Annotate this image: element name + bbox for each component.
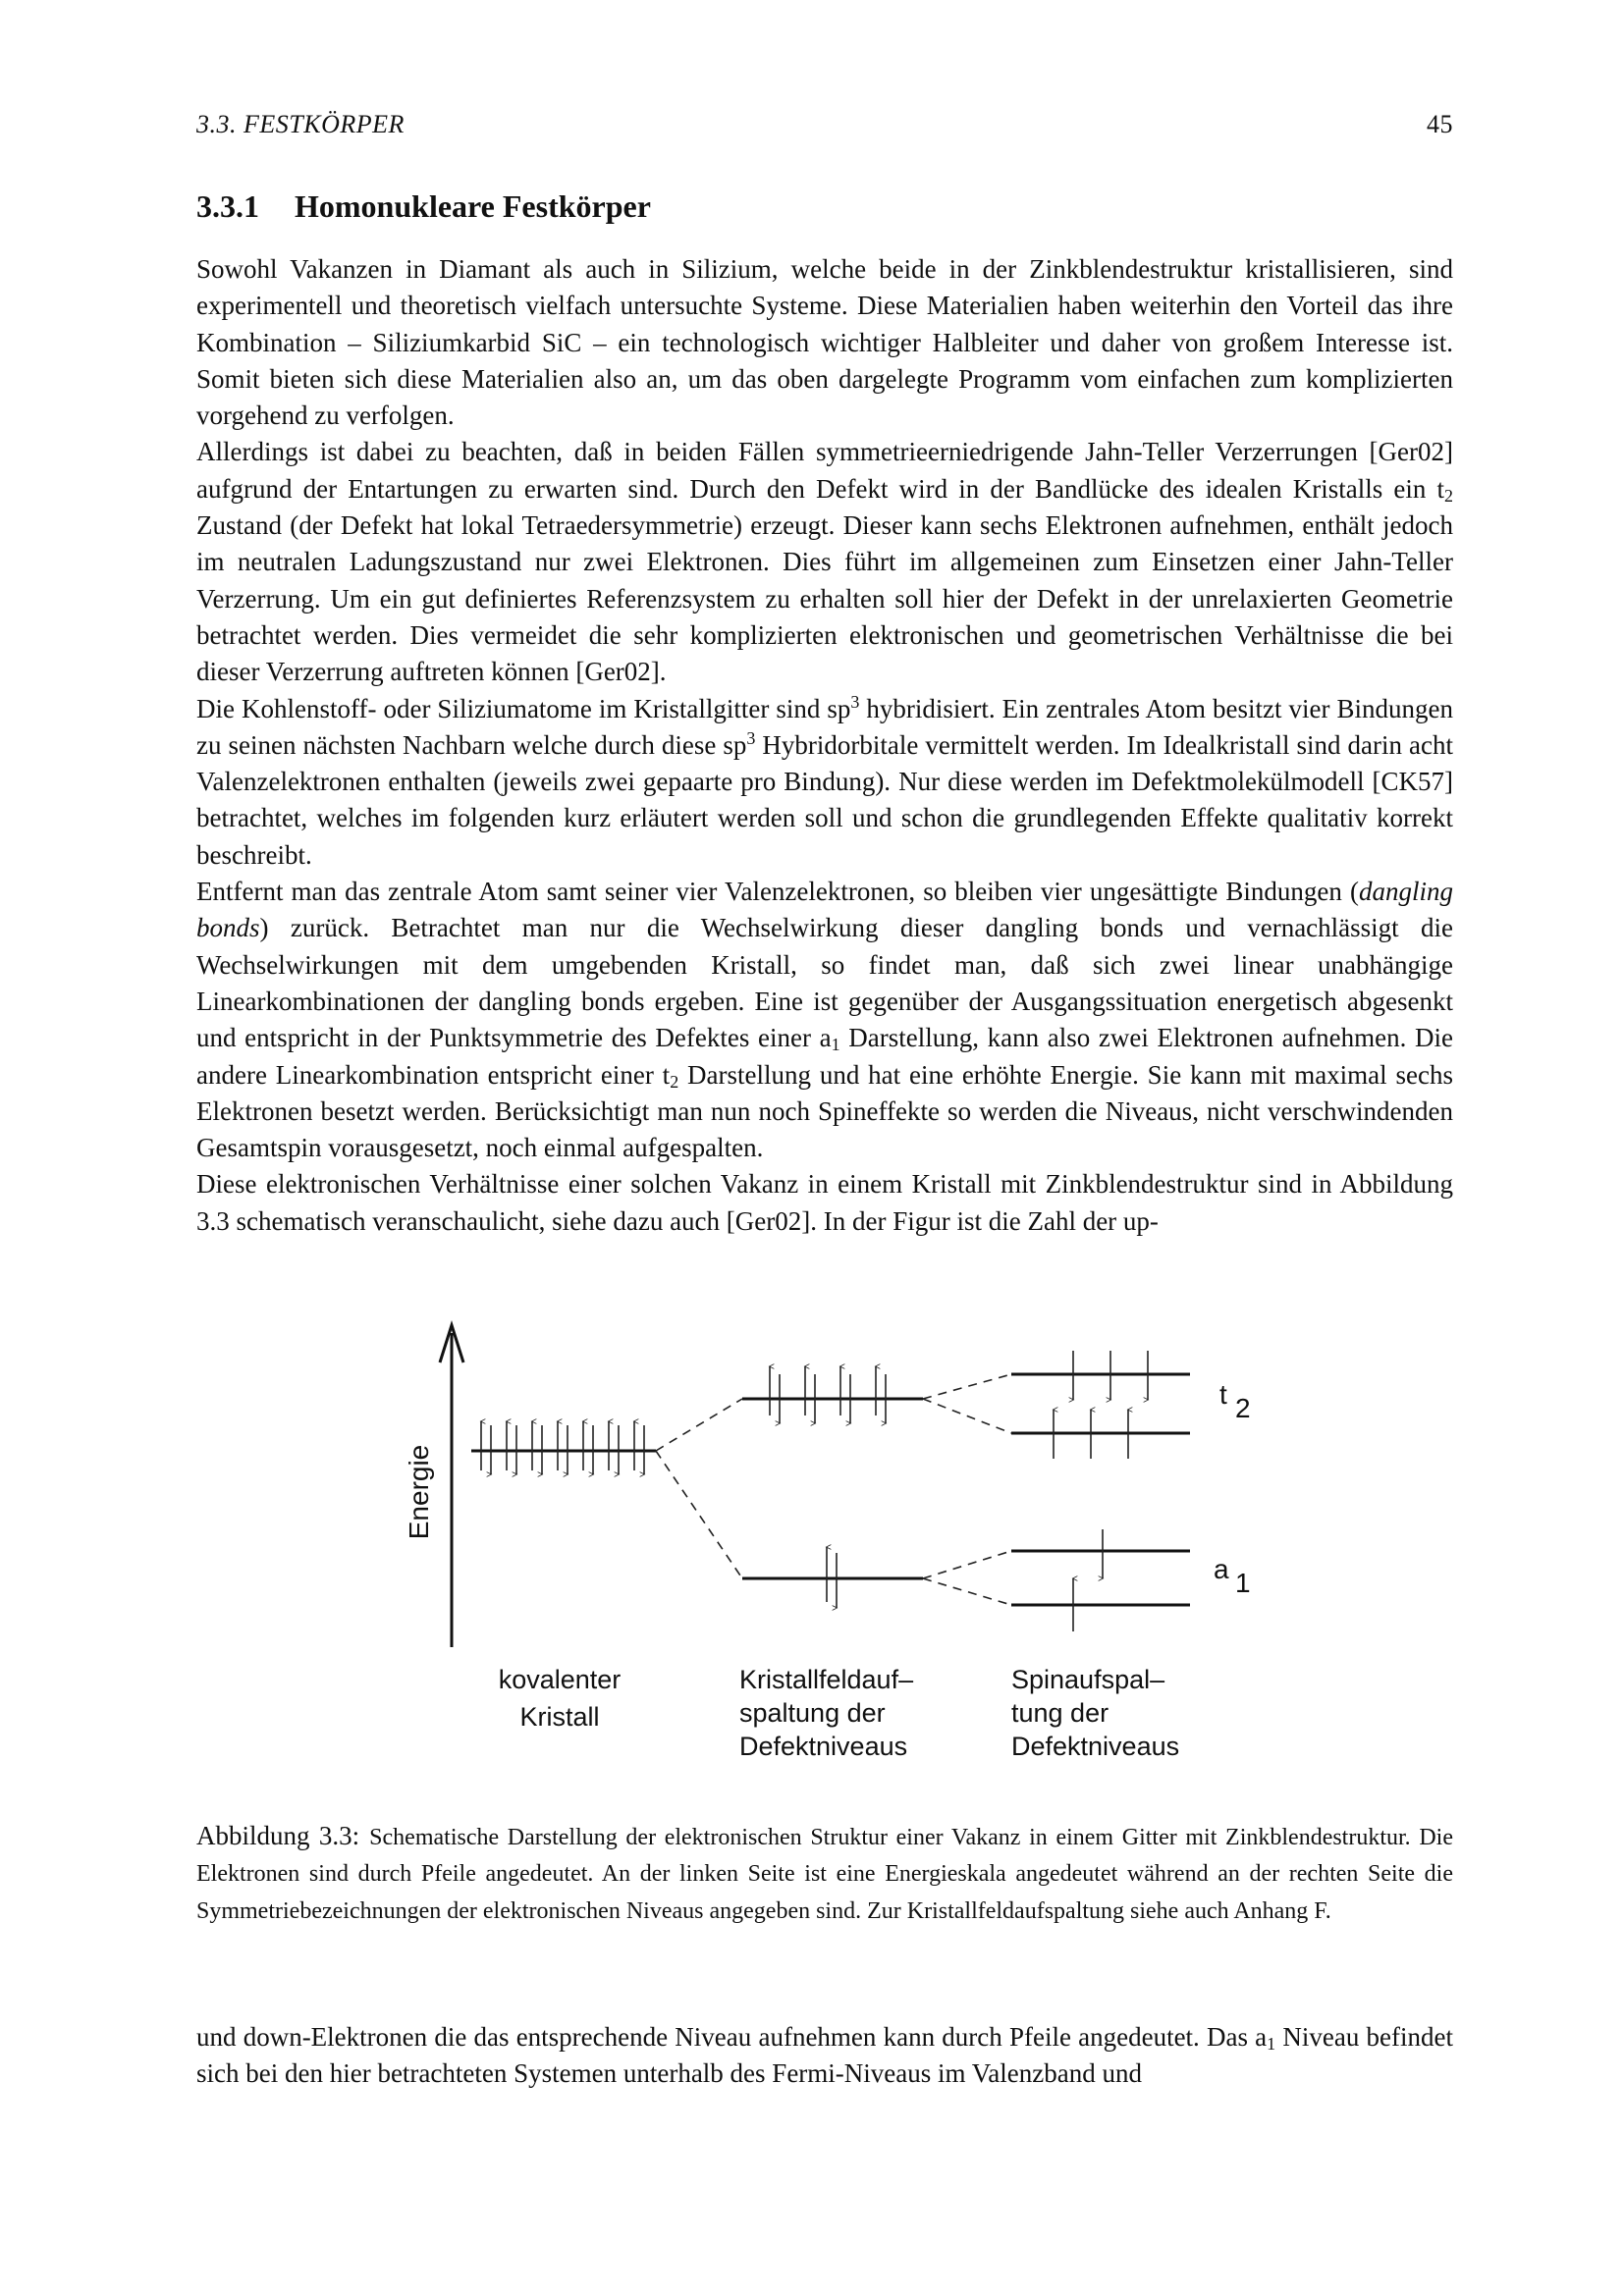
- label-t-sub: 2: [1235, 1393, 1251, 1423]
- col2-line3: Defektniveaus: [739, 1732, 908, 1761]
- section-heading: Homonukleare Festkörper: [295, 188, 651, 224]
- paragraph-2: Allerdings ist dabei zu beachten, daß in beiden Fällen symmetrieerniedrigende Jahn-Teller Verzerrungen [Ger02] aufgrund der Entartungen zu erwarten sind. Durch den Defekt wird in der Bandlücke des idealen Kristalls ein $t_2$ Zustand (der Defekt hat lokal Tetraedersymmetrie) erzeugt. Dieser kann sechs Elektronen aufnehmen, enthält jedoch im neutralen Ladungszustand nur zwei Elektronen. Dies führt im allgemeinen zum Einsetzen einer Jahn-Teller Verzerrung. Um ein gut definiertes Referenzsystem zu erhalten soll hier der Defekt in der unrelaxierten Geometrie betrachtet werden. Dies vermeidet die sehr komplizierten elektronischen und geometrischen Verhältnisse die bei dieser Verzerrung auftreten können [Ger02].: [196, 437, 1453, 687]
- electron-arrows-t2: [770, 1366, 886, 1423]
- paragraph-5: Diese elektronischen Verhältnisse einer solchen Vakanz in einem Kristall mit Zinkblendestruktur sind in Abbildung 3.3 schematisch veranschaulicht, siehe dazu auch [Ger02]. In der Figur ist die Zahl der up-: [196, 1169, 1453, 1236]
- chapter-heading: 3.3. FESTKÖRPER: [196, 110, 405, 138]
- col2-line1: Kristallfeldauf–: [739, 1665, 914, 1694]
- energy-axis-label: Energie: [404, 1444, 434, 1540]
- body-text: [196, 251, 1453, 1240]
- col1-line2: Kristall: [519, 1702, 600, 1732]
- electron-arrows-spin-t2: [1054, 1351, 1148, 1459]
- dashed-connectors: [656, 1374, 1011, 1605]
- section-title: [196, 188, 651, 225]
- col3-line2: tung der: [1011, 1698, 1109, 1728]
- paragraph-3: Die Kohlenstoff- oder Siliziumatome im Kristallgitter sind $sp^3$ hybridisiert. Ein zentrales Atom besitzt vier Bindungen zu seinen nächsten Nachbarn welche durch diese $sp^3$ Hybridorbitale vermittelt werden. Im Idealkristall sind darin acht Valenzelektronen enthalten (jeweils zwei gepaarte pro Bindung). Nur diese werden im Defektmolekülmodell [CK57] betrachtet, welches im folgenden kurz erläutert werden soll und schon die grundlegenden Effekte qualitativ korrekt beschreibt.: [196, 691, 1454, 870]
- col2-line2: spaltung der: [739, 1698, 886, 1728]
- paragraph-1: Sowohl Vakanzen in Diamant als auch in Silizium, welche beide in der Zinkblendestruktur kristallisieren, sind experimentell und theoretisch vielfach untersuchte Systeme. Diese Materialien haben weiterhin den Vorteil das ihre Kombination – Siliziumkarbid SiC – ein technologisch wichtiger Halbleiter und daher von großem Interesse ist. Somit bieten sich diese Materialien also an, um das oben dargelegte Programm vom einfachen zum komplizierten vorgehend zu verfolgen.: [196, 254, 1453, 431]
- caption-text: Schematische Darstellung der elektronischen Struktur einer Vakanz in einem Gitter mit Zinkblendestruktur. Die Elektronen sind durch Pfeile angedeutet. An der linken Seite ist eine Energieskala angedeutet während an der rechten Seite die Symmetriebezeichnungen der elektronischen Niveaus angegeben sind. Zur Kristallfeldaufspaltung siehe auch Anhang F.: [196, 1825, 1453, 1924]
- paragraph-4: Entfernt man das zentrale Atom samt seiner vier Valenzelektronen, so bleiben vier ungesättigte Bindungen (dangling bonds) zurück. Betrachtet man nur die Wechselwirkung dieser dangling bonds und vernachlässigt die Wechselwirkungen mit dem umgebenden Kristall, so findet man, daß sich zwei linear unabhängige Linearkombinationen der dangling bonds ergeben. Eine ist gegenüber der Ausgangssituation energetisch abgesenkt und entspricht in der Punktsymmetrie des Defektes einer $a_1$ Darstellung, kann also zwei Elektronen aufnehmen. Die andere Linearkombination entspricht einer $t_2$ Darstellung und hat eine erhöhte Energie. Sie kann mit maximal sechs Elektronen besetzt werden. Berücksichtigt man nun noch Spineffekte so werden die Niveaus, nicht verschwindenden Gesamtspin vorausgesetzt, noch einmal aufgespalten.: [196, 877, 1453, 1163]
- electron-arrows-kovalent: [481, 1421, 644, 1474]
- label-a-sub: 1: [1235, 1568, 1251, 1598]
- paragraph-continued: und down-Elektronen die das entsprechende Niveau aufnehmen kann durch Pfeile angedeutet. Das $a_1$ Niveau befindet sich bei den hier betrachteten Systemen unterhalb des Fermi-Niveaus im Valenzband und: [196, 2022, 1453, 2089]
- section-number: 3.3.1: [196, 188, 259, 224]
- page-number: 45: [1427, 110, 1453, 138]
- caption-label: Abbildung 3.3:: [196, 1821, 360, 1850]
- col1-line1: kovalenter: [498, 1665, 622, 1694]
- energy-level-diagram: [373, 1306, 1257, 1777]
- figure-caption: [196, 1818, 1453, 1930]
- label-a: a: [1214, 1554, 1229, 1584]
- figure-energy-levels: [373, 1306, 1257, 1777]
- col3-line1: Spinaufspal–: [1011, 1665, 1165, 1694]
- col3-line3: Defektniveaus: [1011, 1732, 1180, 1761]
- running-head: [196, 110, 1453, 149]
- electron-arrows-spin-a1: [1073, 1529, 1103, 1631]
- label-t: t: [1219, 1379, 1227, 1410]
